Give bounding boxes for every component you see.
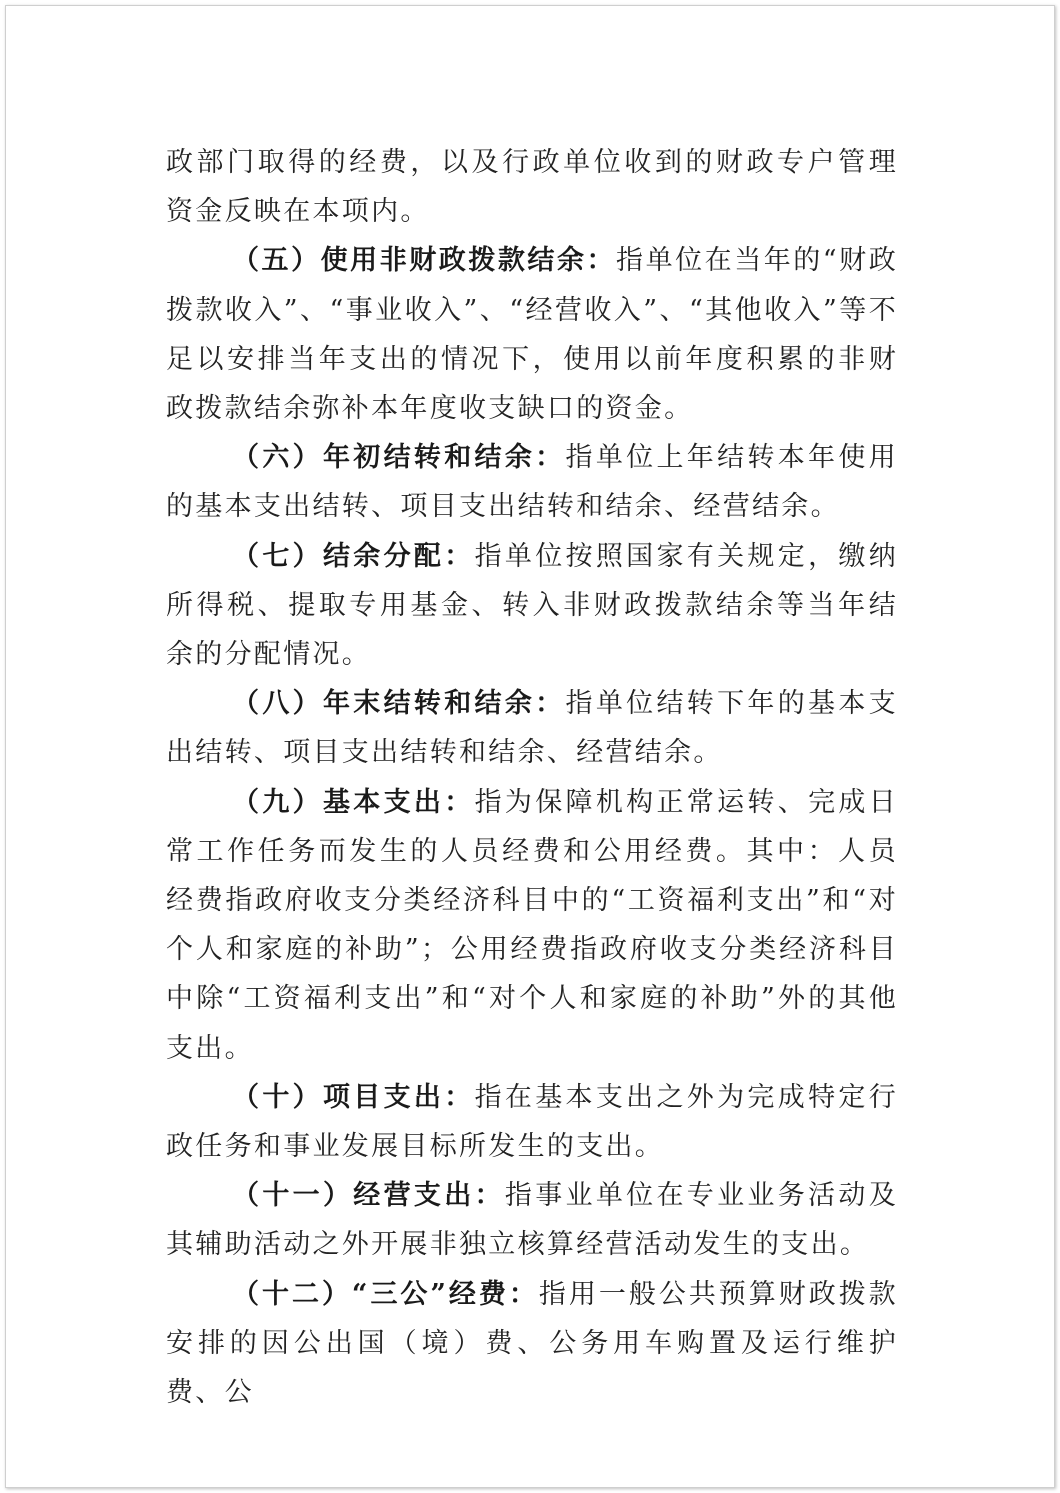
paragraph-text: 指单位按照国家有关规定，缴纳所得税、提取专用基金、转入非财政拨款结余等当年结余的分配情况。 — [166, 540, 899, 671]
paragraph-text: 指事业单位在专业业务活动及其辅助活动之外开展非独立核算经营活动发生的支出。 — [166, 1180, 898, 1261]
term-label: （八）年末结转和结余： — [232, 688, 566, 720]
paragraph-text: 指单位上年结转本年使用的基本支出结转、项目支出结转和结余、经营结余。 — [166, 442, 898, 523]
paragraph-text: 指单位结转下年的基本支出结转、项目支出结转和结余、经营结余。 — [166, 688, 898, 769]
term-label: （七）结余分配： — [232, 540, 475, 572]
paragraph-text: 指为保障机构正常运转、完成日常工作任务而发生的人员经费和公用经费。其中：人员经费指政府收支分类经济科目中的“工资福利支出”和“对个人和家庭的补助”；公用经费指政府收支分类经济科目中除“工资福利支出”和“对个人和家庭的补助”外的其他支出。 — [166, 786, 899, 1064]
paragraph-item-11 — [166, 1171, 898, 1269]
term-label: （九）基本支出： — [232, 786, 475, 818]
paragraph-item-8 — [166, 679, 898, 777]
paragraph-text: 指在基本支出之外为完成特定行政任务和事业发展目标所发生的支出。 — [166, 1081, 899, 1163]
paragraph-continued — [166, 138, 898, 236]
paragraph-text: 政部门取得的经费，以及行政单位收到的财政专户管理资金反映在本项内。 — [166, 147, 898, 228]
term-label: （十）项目支出： — [232, 1081, 475, 1113]
paragraph-item-5 — [166, 236, 898, 433]
term-label: （六）年初结转和结余： — [232, 442, 566, 474]
paragraph-item-9 — [166, 778, 898, 1073]
term-label: （十一）经营支出： — [232, 1180, 505, 1212]
paragraph-item-12 — [166, 1270, 898, 1418]
paragraph-text: 指用一般公共预算财政拨款安排的因公出国（境）费、公务用车购置及运行维护费、公 — [166, 1278, 898, 1409]
paragraph-item-6 — [166, 433, 898, 531]
term-label: （五）使用非财政拨款结余： — [232, 245, 617, 277]
paragraph-item-10 — [166, 1073, 898, 1171]
term-label: （十二）“三公”经费： — [232, 1278, 539, 1310]
paragraph-item-7 — [166, 532, 898, 680]
paragraph-text: 指单位在当年的“财政拨款收入”、“事业收入”、“经营收入”、“其他收入”等不足以安排当年支出的情况下，使用以前年度积累的非财政拨款结余弥补本年度收支缺口的资金。 — [166, 245, 898, 425]
document-body — [166, 138, 898, 1417]
